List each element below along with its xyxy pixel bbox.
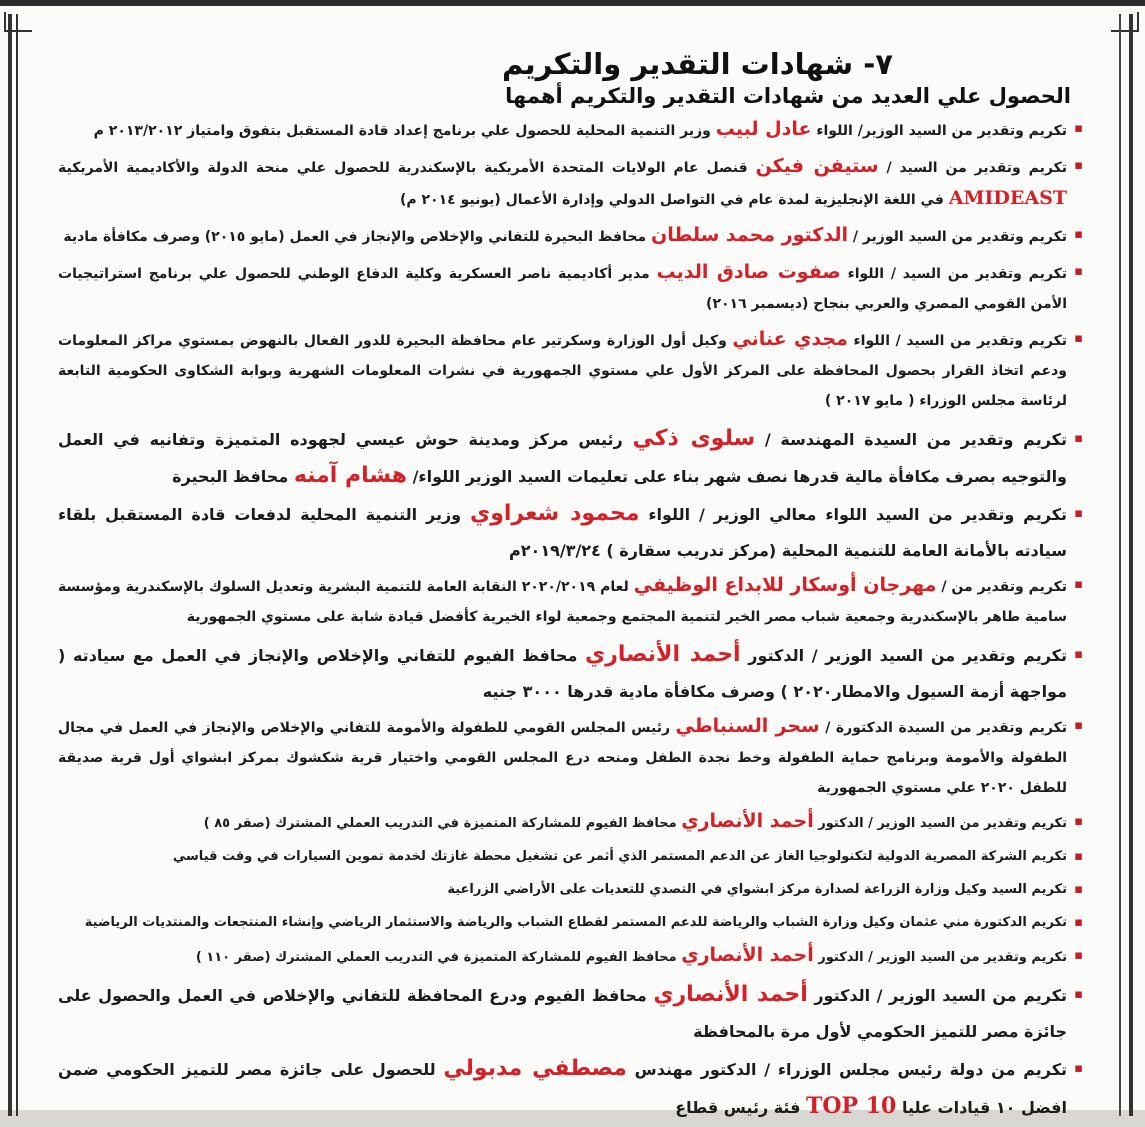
bullet-icon: ▪: [1074, 948, 1083, 963]
bullet-icon: ▪: [1074, 227, 1083, 242]
bullet-icon: ▪: [1074, 814, 1083, 829]
award-item: ▪ تكريم من دولة رئيس مجلس الوزراء / الدكتور مهندس مصطفي مدبولي للحصول على جائزة مصر للتميز الحكومي ضمن افضل ١٠ قيادات عليا TOP 10 فئة رئيس قطاع: [58, 1051, 1083, 1126]
award-item: ▪ تكريم وتقدير من السيد الوزير / الدكتور محمد سلطان محافظ البحيرة للتفاني والإخلاص والإنجاز في العمل (مايو ٢٠١٥) وصرف مكافأة مادية: [58, 220, 1083, 252]
award-item: ▪ تكريم وتقدير من السيد الوزير / الدكتور أحمد الأنصاري محافظ الفيوم للمشاركة المتميزة في التدريب العملي المشترك (صقر ٨٥ ): [58, 808, 1083, 837]
frame-border-right-inner: [1119, 14, 1121, 1116]
honoree-name: محمود شعراوي: [470, 501, 640, 526]
honoree-name: أحمد الأنصاري: [681, 944, 814, 966]
honoree-name: الدكتور محمد سلطان: [650, 224, 848, 246]
award-item: ▪ تكريم الشركة المصرية الدولية لتكنولوجيا الغاز عن الدعم المستمر الذي أثمر عن تشغيل محطة غازتك لخدمة تموين السيارات في وقت قياسي: [58, 843, 1083, 870]
bullet-icon: ▪: [1074, 577, 1083, 592]
award-item: ▪ تكريم وتقدير من السيد / ستيفن فيكن قنصل عام الولايات المتحدة الأمريكية بالإسكندرية للحصول علي منحة الدولة والأكاديمية الأمريكية AMIDEAST في اللغة الإنجليزية لمدة عام في التواصل الدولي وإدارة الأعمال (يونيو ٢٠١٤ م): [58, 151, 1083, 215]
honoree-name: عادل لبيب: [715, 118, 812, 140]
frame-border-left-inner: [16, 14, 18, 1116]
bullet-icon: ▪: [1074, 882, 1083, 897]
bullet-icon: ▪: [1074, 647, 1083, 662]
bullet-icon: ▪: [1074, 431, 1083, 446]
award-item: ▪ تكريم وتقدير من السيد اللواء معالي الوزير / اللواء محمود شعراوي وزير التنمية المحلية لدفعات قادة المستقبل بلقاء سيادته بالأمانة العامة للتنمية المحلية (مركز تدريب سقارة ) ٢٠١٩/٣/٢٤م: [58, 496, 1083, 569]
award-item: ▪ تكريم الدكتورة مني عثمان وكيل وزارة الشباب والرياضة للدعم المستمر لقطاع الشباب والرياضة والاستثمار الرياضي وإنشاء المنتجعات والمنتديات الرياضية: [58, 909, 1083, 936]
award-item: ▪ تكريم وتقدير من السيد / اللواء صفوت صادق الديب مدير أكاديمية ناصر العسكرية وكلية الدفاع الوطني للحصول علي برنامج استراتيجيات الأمن القومي المصري والعربي بنجاح (ديسمبر ٢٠١٦): [58, 257, 1083, 319]
award-item: ▪ تكريم وتقدير من السيدة المهندسة / سلوى ذكي رئيس مركز ومدينة حوش عيسي لجهوده المتميزة وتفانيه في العمل والتوجيه بصرف مكافأة مالية قدرها نصف شهر بناء على تعليمات السيد الوزير اللواء/ هشام آمنه محافظ البحيرة: [58, 421, 1083, 495]
frame-border-left: [8, 14, 12, 1116]
event-name: مهرجان أوسكار للابداع الوظيفي: [633, 574, 937, 596]
bullet-icon: ▪: [1074, 915, 1083, 930]
honoree-name: سلوى ذكي: [632, 426, 756, 451]
section-subtitle: الحصول علي العديد من شهادات التقدير والتكريم أهمها: [505, 84, 1071, 108]
frame-corner-right: [1111, 12, 1139, 32]
bullet-icon: ▪: [1074, 987, 1083, 1002]
honoree-name: هشام آمنه: [293, 463, 407, 488]
award-tier: TOP 10: [806, 1093, 897, 1119]
bullet-icon: ▪: [1074, 158, 1083, 173]
honoree-name: أحمد الأنصاري: [653, 982, 808, 1007]
award-item: ▪ تكريم وتقدير من السيد الوزير / الدكتور أحمد الأنصاري محافظ الفيوم للمشاركة المتميزة في التدريب العملي المشترك (صقر ١١٠ ): [58, 942, 1083, 971]
bullet-icon: ▪: [1074, 718, 1083, 733]
section-title: ٧- شهادات التقدير والتكريم: [502, 47, 893, 81]
bullet-icon: ▪: [1074, 849, 1083, 864]
bullet-icon: ▪: [1074, 1061, 1083, 1076]
honoree-name: أحمد الأنصاري: [585, 642, 741, 667]
bullet-icon: ▪: [1074, 331, 1083, 346]
honoree-name: صفوت صادق الديب: [656, 261, 841, 283]
bullet-icon: ▪: [1074, 121, 1083, 136]
award-item: ▪ تكريم وتقدير من السيدة الدكتورة / سحر السنباطي رئيس المجلس القومي للطفولة والأمومة للتفاني والإخلاص والإنجاز في العمل في مجال الطفولة والأمومة وبرنامج حماية الطفولة وخط نجدة الطفل ومنحه درع المجلس القومي واختيار قرية شكشوك بمركز ابشواي أول قرية صديقة للطفل ٢٠٢٠ علي مستوي الجمهورية: [58, 711, 1083, 803]
honoree-name: مجدي عناني: [732, 328, 848, 350]
honoree-name: ستيفن فيكن: [755, 155, 879, 177]
award-item: ▪ تكريم السيد وكيل وزارة الزراعة لصدارة مركز ابشواي في التصدي للتعديات على الأراضي الزراعية: [58, 876, 1083, 903]
award-item: ▪ تكريم وتقدير من / مهرجان أوسكار للابداع الوظيفي لعام ٢٠٢٠/٢٠١٩ النقابة العامة للتنمية البشرية وتعديل السلوك بالإسكندرية ومؤسسة سامية طاهر بالإسكندرية وجمعية شباب مصر الخير لتنمية المجتمع وجمعية لواء الخيرية كأفضل قيادة شابة على مستوي الجمهورية: [58, 570, 1083, 632]
honoree-name: أحمد الأنصاري: [681, 810, 814, 832]
organization-name: AMIDEAST: [948, 187, 1067, 209]
honoree-name: مصطفي مدبولي: [443, 1056, 627, 1081]
certificates-section: [58, 46, 1083, 1127]
bullet-icon: ▪: [1074, 506, 1083, 521]
frame-border-right: [1129, 14, 1133, 1116]
award-item: ▪ تكريم وتقدير من السيد الوزير/ اللواء عادل لبيب وزير التنمية المحلية للحصول علي برنامج إعداد قادة المستقبل بتفوق وامتياز ٢٠١٣/٢٠١٢ م: [58, 114, 1083, 146]
award-item: ▪ تكريم وتقدير من السيد / اللواء مجدي عناني وكيل أول الوزارة وسكرتير عام محافظة البحيرة للدور الفعال بالنهوض بمستوي مراكز المعلومات ودعم اتخاذ القرار بحصول المحافظة على المركز الأول علي مستوي الجمهورية في نشرات المعلومات الشهرية وبوابة الشكاوى الحكومية التابعة لرئاسة مجلس الوزراء ( مايو ٢٠١٧ ): [58, 324, 1083, 416]
award-item: ▪ تكريم وتقدير من السيد الوزير / الدكتور أحمد الأنصاري محافظ الفيوم للتفاني والإخلاص والإنجاز في العمل مع سيادته ( مواجهة أزمة السيول والامطار٢٠٢٠ ) وصرف مكافأة مادية قدرها ٣٠٠٠ جنيه: [58, 637, 1083, 710]
bullet-icon: ▪: [1074, 264, 1083, 279]
award-item: ▪ تكريم من السيد الوزير / الدكتور أحمد الأنصاري محافظ الفيوم ودرع المحافظة للتفاني والإخلاص في العمل والحصول على جائزة مصر للتميز الحكومي لأول مرة بالمحافظة: [58, 977, 1083, 1050]
honoree-name: سحر السنباطي: [675, 715, 820, 737]
